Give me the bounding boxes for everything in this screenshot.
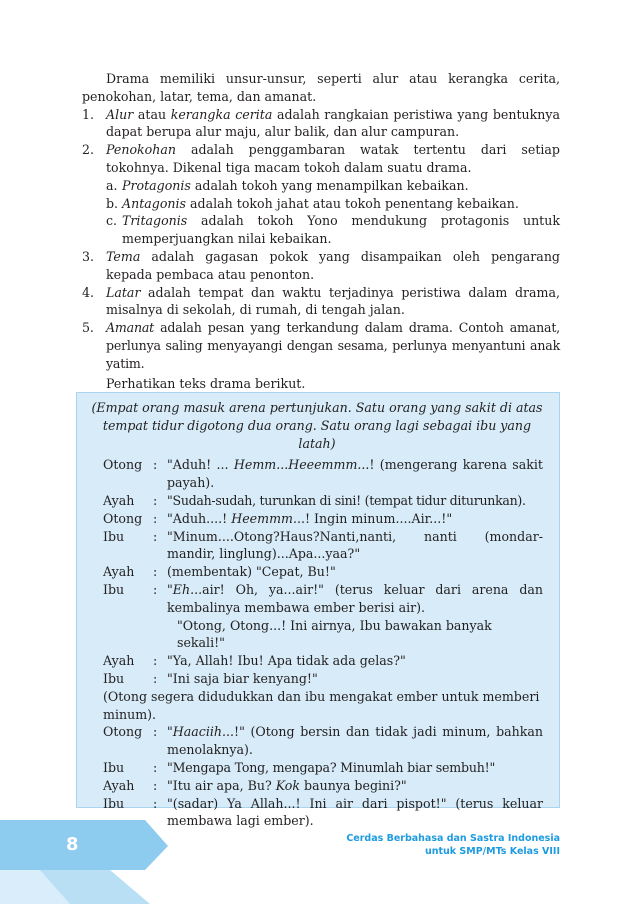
intro-paragraph: Drama memiliki unsur-unsur, seperti alur atau kerangka cerita, penokohan, latar, tema, dan amanat.	[82, 71, 560, 104]
dialog-line: Ibu : "Mengapa Tong, mengapa? Minumlah biar sembuh!"	[103, 759, 496, 775]
main-text	[82, 70, 560, 392]
dialog-line: Ibu : "Ini saja biar kenyang!"	[103, 670, 318, 686]
dialog-continuation: "Otong, Otong...! Ini airnya, Ibu bawakan banyak sekali!"	[177, 617, 492, 651]
dialog-line: Otong : "Aduh! ... Hemm...Heeemmm...! (mengerang karena sakit payah).	[103, 457, 543, 491]
stage-note: (Otong segera didudukkan dan ibu mengakat ember untuk memberi minum).	[103, 688, 540, 722]
list-item: 1. Alur atau kerangka cerita adalah rangkaian peristiwa yang bentuknya dapat berupa alur maju, alur balik, dan alur campuran.	[82, 106, 560, 140]
list-item: 3. Tema adalah gagasan pokok yang disampaikan oleh pengarang kepada pembaca atau penonton.	[82, 248, 560, 282]
list-item: 4. Latar adalah tempat dan waktu terjadinya peristiwa dalam drama, misalnya di sekolah, di rumah, di tengah jalan.	[82, 284, 560, 318]
dialog-line: Ayah : (membentak) "Cepat, Bu!"	[103, 564, 336, 580]
dialog-line: Ayah : "Ya, Allah! Ibu! Apa tidak ada gelas?"	[103, 653, 406, 669]
example-intro: Perhatikan teks drama berikut.	[106, 375, 306, 391]
book-title-line2: untuk SMP/MTs Kelas VIII	[424, 846, 560, 857]
drama-excerpt-box	[76, 392, 560, 829]
dialog-line: Otong : "Haaciih...!" (Otong bersin dan tidak jadi minum, bahkan menolaknya).	[103, 724, 543, 758]
sub-list-item: b. Antagonis adalah tokoh jahat atau tokoh penentang kebaikan.	[106, 195, 519, 211]
page-number: 8	[66, 834, 79, 855]
dialog-line: Ibu : "(sadar) Ya Allah...! Ini air dari pispot!" (terus keluar membawa lagi ember).	[103, 795, 543, 829]
dialog-line: Ibu : "Minum....Otong?Haus?Nanti,nanti, nanti (mondar-mandir, linglung)...Apa...yaa?"	[103, 528, 543, 562]
list-item: 2. Penokohan adalah penggambaran watak tertentu dari setiap tokohnya. Dikenal tiga macam tokoh dalam suatu drama.	[82, 142, 560, 175]
book-title	[346, 832, 560, 858]
sub-list-item: a. Protagonis adalah tokoh yang menampilkan kebaikan.	[106, 177, 469, 193]
dialog-line: Ayah : "Sudah-sudah, turunkan di sini! (tempat tidur diturunkan).	[103, 492, 526, 508]
dialog-line: Otong : "Aduh....! Heemmm...! Ingin minum....Air...!"	[103, 510, 453, 526]
sub-list-item: c. Tritagonis adalah tokoh Yono mendukung protagonis untuk memperjuangkan nilai kebaikan.	[106, 213, 560, 247]
list-item: 5. Amanat adalah pesan yang terkandung dalam drama. Contoh amanat, perlunya saling menyayangi dengan sesama, perlunya menyantuni anak yatim.	[82, 320, 560, 371]
stage-direction: (Empat orang masuk arena pertunjukan. Satu orang yang sakit di atas tempat tidur digotong dua orang. Satu orang lagi sebagai ibu yang latah)	[91, 400, 543, 451]
book-title-line1: Cerdas Berbahasa dan Sastra Indonesia	[346, 833, 560, 844]
dialog-line: Ayah : "Itu air apa, Bu? Kok baunya begini?"	[103, 777, 407, 793]
dialog-line: Ibu : "Eh...air! Oh, ya...air!" (terus keluar dari arena dan kembalinya membawa ember berisi air).	[103, 581, 543, 615]
